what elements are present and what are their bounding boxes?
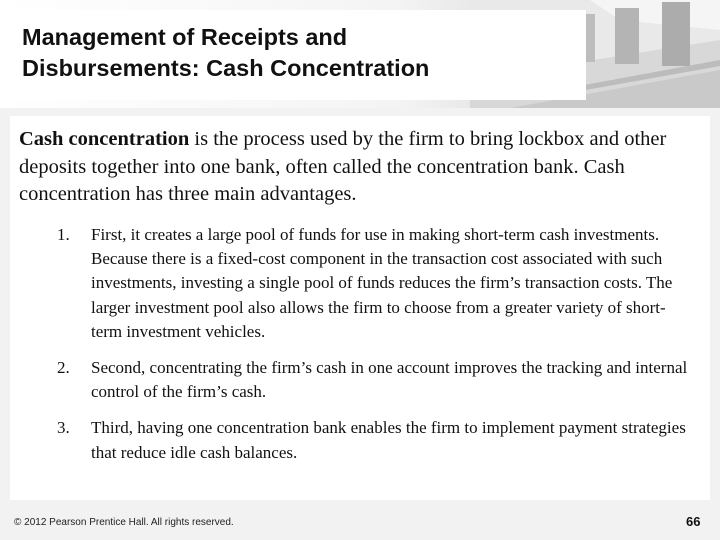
slide-header: [0, 0, 720, 108]
list-item: [10, 416, 710, 464]
slide-title-line2: Disbursements: Cash Concentration: [22, 55, 430, 81]
intro-paragraph: [19, 126, 705, 209]
list-item-number: 3.: [57, 418, 70, 438]
list-item: [10, 223, 710, 344]
list-item-text: Second, concentrating the firm’s cash in one account improves the tracking and internal control of the firm’s cash.: [91, 358, 688, 402]
advantages-list: [10, 223, 710, 465]
page-number: 66: [686, 514, 701, 529]
list-item-number: 1.: [57, 225, 70, 244]
slide-content: [10, 116, 710, 500]
list-item-text: Third, having one concentration bank enables the firm to implement payment strategies that reduce idle cash balances.: [91, 418, 686, 462]
list-item-text: First, it creates a large pool of funds for use in making short-term cash investments. Because there is a fixed-cost component in the transaction cost associated with such investments, investing a single pool of funds reduces the firm’s transaction costs. The larger investment pool also allows the firm to choose from a greater variety of short-term investment vehicles.: [91, 225, 673, 341]
slide-title-line1: Management of Receipts and: [22, 24, 348, 50]
intro-text: is the process used by the firm to bring lockbox and other deposits together into one bank, often called the concentration bank. Cash concentration has three main advantages.: [19, 128, 667, 205]
intro-term: Cash concentration: [19, 128, 190, 150]
copyright-notice: © 2012 Pearson Prentice Hall. All rights reserved.: [14, 517, 234, 528]
list-item: [10, 356, 710, 404]
list-item-number: 2.: [57, 358, 70, 378]
slide-title: [22, 22, 429, 84]
